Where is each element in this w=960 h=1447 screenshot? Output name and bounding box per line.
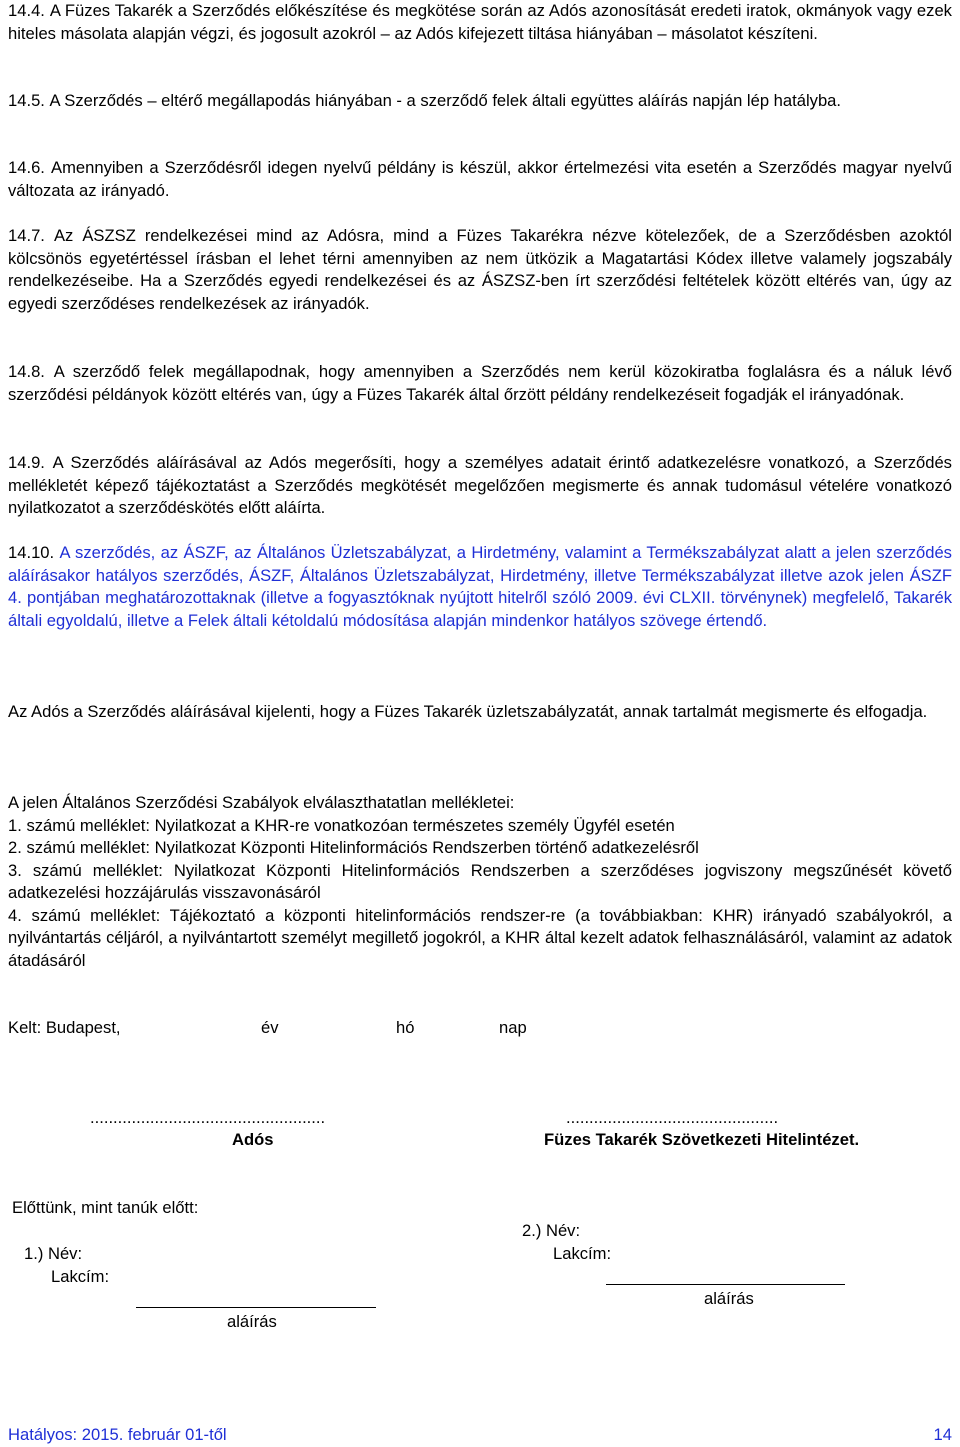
signature-label-bank: Füzes Takarék Szövetkezeti Hitelintézet. (544, 1130, 860, 1149)
annexes-block (8, 792, 952, 972)
witnesses-heading: Előttünk, mint tanúk előtt: (12, 1198, 199, 1217)
witness-2-signature-label: aláírás (704, 1289, 754, 1308)
footer-page-number: 14 (933, 1425, 952, 1444)
annex-item-3: 3. számú melléklet: Nyilatkozat Központi Hitelinformációs Rendszerben a szerződéses jogviszony megszűnését követő adatkezelési hozzájárulás visszavonásáról (8, 860, 952, 902)
witness-1-signature-label: aláírás (227, 1312, 277, 1331)
annex-item-4: 4. számú melléklet: Tájékoztató a központi hitelinformációs rendszer-re (a továbbiakban: KHR) irányadó szabályokról, a nyilvántartás céljáról, a nyilvántartott személyt megillető jogokról, a KHR által kezelt adatok felhasználásáról, valamint az adatok átadásáról (8, 905, 952, 970)
annex-item-2: 2. számú melléklet: Nyilatkozat Központi Hitelinformációs Rendszerben történő adatkezelésről (8, 838, 699, 857)
witness-1-signature-line (136, 1307, 376, 1308)
clause-14-10 (8, 542, 952, 632)
witness-2-signature-line (606, 1284, 845, 1285)
clause-14-8 (8, 361, 952, 406)
dateline-day: nap (499, 1018, 527, 1037)
clause-number: 14.7. (8, 226, 45, 245)
witness-1-address: Lakcím: (51, 1267, 110, 1286)
clause-number: 14.4. (8, 1, 45, 20)
annex-item-1: 1. számú melléklet: Nyilatkozat a KHR-re vonatkozóan természetes személy Ügyfél esetén (8, 815, 675, 835)
clause-text: Az ÁSZSZ rendelkezései mind az Adósra, mind a Füzes Takarékra nézve kötelezőek, de a Szerződésben azoktól kölcsönös egyetértéssel írásban el lehet térni amennyiben az nem ütközik a Magatartási Kódex illetve valamely jogszabály rendelkezéseibe. Ha a Szerződés egyedi rendelkezései és az ÁSZSZ-ben írt szerződési feltételek között eltérés van, úgy az egyedi szerződéses rendelkezések az irányadók. (8, 226, 952, 313)
signature-label-debtor: Adós (232, 1130, 274, 1149)
clause-text: A Szerződés – eltérő megállapodás hiányában - a szerződő felek általi együttes aláírás napján lép hatályba. (49, 91, 842, 110)
witness-2-name: 2.) Név: (522, 1221, 581, 1240)
clause-14-7 (8, 225, 952, 315)
signature-dots-left: ................................................... (90, 1108, 326, 1127)
acknowledgement-paragraph: Az Adós a Szerződés aláírásával kijelenti, hogy a Füzes Takarék üzletszabályzatát, annak tartalmát megismerte és elfogadja. (8, 702, 928, 721)
annexes-heading: A jelen Általános Szerződési Szabályok elválaszthatatlan mellékletei: (8, 793, 515, 812)
clause-text: A szerződés, az ÁSZF, az Általános Üzletszabályzat, a Hirdetmény, valamint a Termékszabályzat alatt a jelen szerződés aláírásakor hatályos szerződés, ÁSZF, Általános Üzletszabályzat, Hirdetmény, illetve Termékszabályzat illetve azok jelen ÁSZF 4. pontjában meghatározottaknak (illetve a fogyasztóknak nyújtott hitelről szóló 2009. évi CLXII. törvénynek) megfelelő, Takarék általi egyoldalú, illetve a Felek általi kétoldalú módosítása alapján mindenkor hatályos szövege értendő. (8, 543, 952, 630)
clause-14-9 (8, 452, 952, 520)
clause-text: A Szerződés aláírásával az Adós megerősíti, hogy a személyes adatait érintő adatkezelésre vonatkozó, a Szerződés mellékletét képező tájékoztatást a Szerződés megkötését megelőzően megismerte és annak tudomásul vételére vonatkozó nyilatkozatot a szerződéskötés előtt aláírta. (8, 453, 952, 517)
clause-14-6 (8, 157, 952, 202)
clause-number: 14.6. (8, 158, 45, 177)
clause-text: Amennyiben a Szerződésről idegen nyelvű példány is készül, akkor értelmezési vita esetén a Szerződés magyar nyelvű változata az irányadó. (8, 158, 952, 200)
clause-number: 14.10. (8, 543, 55, 562)
witness-1-name: 1.) Név: (24, 1244, 83, 1263)
clause-number: 14.9. (8, 453, 45, 472)
clause-14-5 (8, 90, 952, 113)
clause-number: 14.8. (8, 362, 45, 381)
clause-text: A Füzes Takarék a Szerződés előkészítése és megkötése során az Adós azonosítását eredeti iratok, okmányok vagy ezek hiteles másolata alapján végzi, és jogosult azokról – az Adós kifejezett tiltása hiányában – másolatot készíteni. (8, 1, 952, 43)
clause-14-4 (8, 0, 952, 45)
dateline-place: Kelt: Budapest, (8, 1018, 121, 1037)
signature-dots-right: .............................................. (566, 1108, 779, 1127)
footer-effective-date: Hatályos: 2015. február 01-től (8, 1425, 227, 1444)
dateline-month: hó (396, 1018, 415, 1037)
clause-number: 14.5. (8, 91, 45, 110)
witness-2-address: Lakcím: (553, 1244, 612, 1263)
clause-text: A szerződő felek megállapodnak, hogy amennyiben a Szerződés nem kerül közokiratba foglalásra és a náluk lévő szerződési példányok között eltérés van, úgy a Füzes Takarék által őrzött példány rendelkezéseit fogadják el irányadónak. (8, 362, 952, 404)
dateline-year: év (261, 1018, 279, 1037)
